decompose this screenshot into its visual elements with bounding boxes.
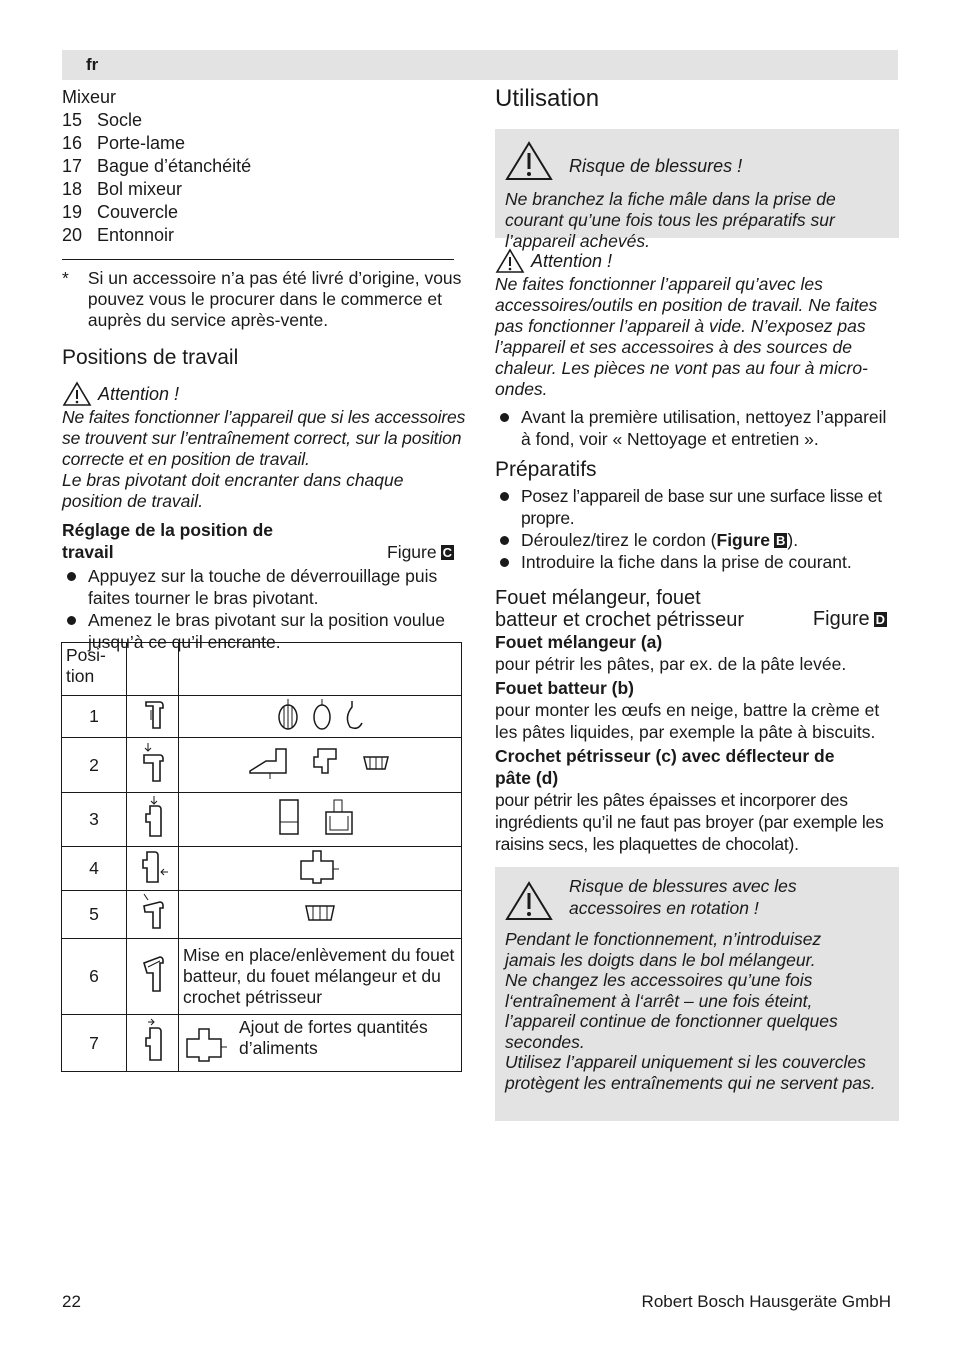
table-row: 7 Ajout de fortes quantités d’aliments — [62, 1015, 462, 1072]
warning-icon — [505, 881, 553, 921]
citrus-press-icon — [300, 898, 340, 926]
attention-heading: Attention ! — [495, 248, 899, 274]
table-row: 5 — [62, 891, 462, 939]
parts-list — [62, 109, 466, 247]
list-item: 19 Couvercle — [62, 202, 179, 222]
language-header — [62, 50, 898, 80]
list-item: Appuyez sur la touche de déverrouillage puis faites tourner le bras pivotant. — [62, 565, 457, 609]
risk-text: Ne changez les accessoires qu’une fois l‘entraînement à l‘arrêt – une fois éteint, l’appareil continue de fonctionner quelques secondes. — [505, 970, 838, 1052]
reglage-bullets — [62, 565, 457, 653]
risk-title: Risque de blessures ! — [569, 155, 743, 176]
table-row — [62, 643, 462, 696]
warning-icon — [495, 248, 525, 274]
risk-text: Pendant le fonctionnement, n’introduisez jamais les doigts dans le bol mélangeur. — [505, 929, 822, 970]
mincer-icon — [183, 1027, 233, 1067]
warning-icon — [62, 381, 92, 407]
table-cell: Ajout de fortes quantités d’aliments — [183, 1017, 457, 1067]
list-item: 15 Socle — [62, 110, 143, 130]
left-column — [62, 86, 466, 653]
positions-table — [61, 642, 462, 1072]
company-name: Robert Bosch Hausgeräte GmbH — [641, 1292, 891, 1311]
clean-bullet — [495, 406, 899, 450]
list-item: 16 Porte-lame — [62, 133, 186, 153]
positions-title: Positions de travail — [62, 346, 239, 369]
list-item: 17 Bague d’étanchéité — [62, 156, 252, 176]
figure-ref: Figure C — [387, 542, 452, 562]
language-code: fr — [86, 55, 99, 74]
risk-text: Utilisez l’appareil uniquement si les couvercles protègent les entraînements qui ne servent pas. — [505, 1052, 876, 1093]
table-row: 6 Mise en place/enlèvement du fouet batteur, du fouet mélangeur et du crochet pétrisseur — [62, 939, 462, 1015]
risk-text: Ne branchez la fiche mâle dans la prise de courant qu’une fois tous les préparatifs sur l’appareil achevés. — [505, 189, 836, 251]
attention-heading: Attention ! — [62, 381, 466, 407]
prep-bullets — [495, 485, 899, 573]
table-row: 1 — [62, 696, 462, 738]
attention-text: Ne faites fonctionner l’appareil que si les accessoires se trouvent sur l’entraînement correct, sur la position correcte et en position de travail. — [62, 407, 466, 469]
arm-position-4-icon — [137, 848, 169, 884]
blender-bowl-icon — [270, 796, 370, 838]
arm-position-6-icon — [138, 953, 168, 995]
list-item: 18 Bol mixeur — [62, 179, 183, 199]
figure-ref: Figure D — [812, 608, 885, 630]
warning-icon — [505, 141, 553, 181]
arm-position-3-icon — [138, 794, 168, 840]
list-item: 20 Entonnoir — [62, 225, 175, 245]
risk-title: Risque de blessures avec les accessoires en rotation ! — [569, 876, 797, 918]
a-text: pour pétrir les pâtes, par ex. de la pâte levée. — [495, 654, 847, 674]
table-cell: Mise en place/enlèvement du fouet batteur, du fouet mélangeur et du crochet pétrisseur — [179, 939, 462, 1015]
arm-position-5-icon — [138, 892, 168, 932]
arm-position-2-icon — [138, 741, 168, 785]
attention-text-2: Le bras pivotant doit encranter dans chaque position de travail. — [62, 470, 404, 511]
c-title: Crochet pétrisseur (c) avec déflecteur de pâte (d) — [495, 746, 835, 788]
fouet-heading: Fouet mélangeur, fouet batteur et crochet pétrisseur Figure D — [495, 587, 885, 631]
page-number: 22 — [62, 1292, 81, 1311]
c-text: pour pétrir les pâtes épaisses et incorporer des ingrédients qu’il ne faut pas broyer (par exemple les raisins secs, les plaquettes de chocolat). — [495, 790, 884, 854]
footnote: * Si un accessoire n’a pas été livré d’origine, vous pouvez vous le procurer dans le commerce et auprès du service après-vente. — [62, 268, 462, 330]
table-header-cell: Posi-tion — [62, 643, 127, 696]
table-row: 2 — [62, 738, 462, 793]
attention-text: Ne faites fonctionner l’appareil qu’avec les accessoires/outils en position de travail. Ne faites pas fonctionner l’appareil à vide. N’exposez pas l’appareil et ses accessoires à des sources de chaleur. Les pièces ne vont pas au four à micro-ondes. — [495, 274, 878, 399]
reglage-heading: Réglage de la position de travail Figure C — [62, 520, 452, 562]
slicer-mincer-icon — [240, 743, 400, 783]
right-column — [495, 84, 899, 1121]
risk-box-1 — [495, 129, 899, 251]
table-row: 3 — [62, 793, 462, 847]
arm-position-1-icon — [138, 696, 168, 732]
list-item: Déroulez/tirez le cordon (Figure B ). — [495, 529, 899, 551]
whisk-hook-icon — [270, 697, 370, 731]
preparatifs-title: Préparatifs — [495, 458, 597, 481]
mixer-title: Mixeur — [62, 87, 117, 107]
divider — [62, 259, 454, 260]
list-item: Posez l’appareil de base sur une surface lisse et propre. — [495, 485, 899, 529]
list-item: Avant la première utilisation, nettoyez l’appareil à fond, voir « Nettoyage et entretien ». — [495, 406, 899, 450]
list-item: Amenez le bras pivotant sur la position voulue jusqu’à ce qu’il encrante. — [62, 609, 457, 653]
a-title: Fouet mélangeur (a) — [495, 632, 663, 652]
list-item: Introduire la fiche dans la prise de courant. — [495, 551, 899, 573]
mincer-icon — [295, 847, 345, 885]
b-text: pour monter les œufs en neige, battre la crème et les pâtes liquides, par exemple la pâte à biscuits. — [495, 700, 880, 742]
arm-position-7-icon — [138, 1018, 168, 1064]
b-title: Fouet batteur (b) — [495, 678, 635, 698]
utilisation-title: Utilisation — [495, 85, 600, 112]
table-row: 4 — [62, 847, 462, 891]
risk-box-2 — [495, 867, 899, 1121]
